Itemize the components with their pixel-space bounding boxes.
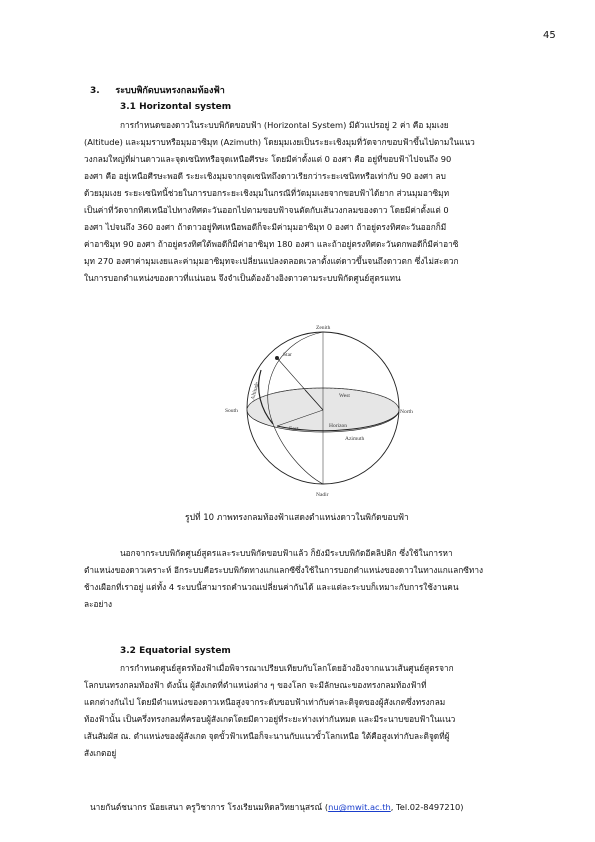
- celestial-sphere-diagram: [221, 320, 426, 500]
- paragraph-line: ค่าอาซิมุท 90 องศา ถ้าอยู่ตรงทิศใต้พอดีก็มีค่าอาซิมุท 180 องศา และถ้าอยู่ตรงทิศตะวันตกพอดีก็มีค่าอาซิ: [84, 239, 459, 249]
- footer-phone: , Tel.02-8497210): [390, 802, 464, 812]
- figure-caption: รูปที่ 10 ภาพทรงกลมท้องฟ้าแสดงตำแหน่งดาวในพิกัดขอบฟ้า: [185, 513, 409, 523]
- paragraph-line: ด้วยมุมเงย ระยะเซนิทนี้ช่วยในการบอกระยะเชิงมุมในกรณีที่วัดมุมเงยจากขอบฟ้าได้ยาก ส่วนมุมอาซิมุท: [84, 188, 450, 198]
- paragraph-line: ช้างเผือกที่เราอยู่ แต่ทั้ง 4 ระบบนี้สามารถคำนวณเปลี่ยนค่ากันได้ และแต่ละระบบก็เหมาะกับการใช้งานคน: [84, 582, 459, 592]
- paragraph-line: นอกจากระบบพิกัดศูนย์สูตรและระบบพิกัดขอบฟ้าแล้ว ก็ยังมีระบบพิกัดอีคลิปติก ซึ่งใช้ในการหา: [120, 548, 453, 558]
- star-label: Star: [283, 352, 292, 358]
- paragraph-line: การกำหนดศูนย์สูตรท้องฟ้าเมื่อพิจารณาเปรียบเทียบกับโลกโดยอ้างอิงจากแนวเส้นศูนย์สูตรจาก: [120, 663, 454, 673]
- equatorial-system-paragraph: [84, 660, 540, 762]
- subsection-2-heading: 3.2 Equatorial system: [120, 646, 231, 656]
- paragraph-line: เป็นค่าที่วัดจากทิศเหนือไปทางทิศตะวันออกไปตามขอบฟ้าจนตัดกับเส้นวงกลมของดาว โดยมีค่าตั้งแต่ 0: [84, 205, 449, 215]
- paragraph-line: ตำแหน่งของดาวเคราะห์ อีกระบบคือระบบพิกัดทางแกแลกซีซึ่งใช้ในการบอกตำแหน่งของดาวในทางแกแลกซีทาง: [84, 565, 484, 575]
- paragraph-line: โลกบนทรงกลมท้องฟ้า ดังนั้น ผู้สังเกตที่ตำแหน่งต่าง ๆ ของโลก จะมีลักษณะของทรงกลมท้องฟ้าที่: [84, 680, 427, 690]
- paragraph-line: สังเกตอยู่: [84, 748, 117, 758]
- paragraph-line: มุท 270 องศาค่ามุมเงยและค่ามุมอาซิมุทจะเปลี่ยนแปลงตลอดเวลาตั้งแต่ดาวขึ้นจนถึงดาวตก ซึ่งไม่สะดวก: [84, 256, 459, 266]
- west-label: West: [339, 393, 350, 399]
- paragraph-line: เส้นสัมผัส ณ. ตำแหน่งของผู้สังเกต จุดขั้วฟ้าเหนือก็จะนานกับแนวขั้วโลกเหนือ ใต้คือสูงเท่ากับละติจูดที่ผู้: [84, 731, 450, 741]
- paragraph-line: องศา ไปจนถึง 360 องศา ถ้าดาวอยู่ทิศเหนือพอดีก็จะมีค่ามุมอาซิมุท 0 องศา ถ้าอยู่ตรงทิศตะวันออกก็มี: [84, 222, 447, 232]
- subsection-1-heading: 3.1 Horizontal system: [120, 102, 232, 112]
- section-number: 3.: [90, 86, 100, 96]
- paragraph-line: แตกต่างกันไป โดยมีตำแหน่งของดาวเหนือสูงจากระดับขอบฟ้าเท่ากับค่าละติจูดของผู้สังเกตซึ่งทรงกลม: [84, 697, 446, 707]
- star-point: [275, 356, 279, 360]
- south-label: South: [225, 408, 238, 414]
- paragraph-line: ท้องฟ้านั้น เป็นครึ่งทรงกลมที่ครอบผู้สังเกตโดยมีดาวอยู่ที่ระยะห่างเท่ากันหมด และมีระนาบขอบฟ้าในแนว: [84, 714, 456, 724]
- paragraph-line: องศา คือ อยู่เหนือศีรษะพอดี ระยะเชิงมุมจากจุดเซนิทถึงดาวเรียกว่าระยะเซนิทหรือเท่ากับ 90 องศา ลบ: [84, 171, 446, 181]
- footer-email-link[interactable]: nu@mwit.ac.th: [328, 802, 391, 812]
- paragraph-line: วงกลมใหญ่ที่ผ่านดาวและจุดเซนิทหรือจุดเหนือศีรษะ โดยมีค่าตั้งแต่ 0 องศา คือ อยู่ที่ขอบฟ้าไปจนถึง 90: [84, 154, 452, 164]
- horizontal-system-paragraph: [84, 117, 540, 287]
- paragraph-line: การกำหนดของดาวในระบบพิกัดขอบฟ้า (Horizontal System) มีตัวแปรอยู่ 2 ค่า คือ มุมเงย: [120, 120, 449, 130]
- nadir-label: Nadir: [316, 492, 329, 498]
- paragraph-line: ในการบอกตำแหน่งของดาวที่แน่นอน จึงจำเป็นต้องอ้างอิงดาวตามระบบพิกัดศูนย์สูตรแทน: [84, 273, 401, 283]
- other-systems-paragraph: [84, 545, 540, 613]
- footer-author: นายกันต์ชนากร น้อยเสนา ครูวิชาการ โรงเรียนมหิดลวิทยานุสรณ์ (: [90, 802, 329, 812]
- page-number: 45: [543, 30, 556, 41]
- section-title: ระบบพิกัดบนทรงกลมท้องฟ้า: [115, 86, 225, 96]
- horizon-label: Horizon: [329, 423, 348, 429]
- page-footer: [90, 800, 464, 814]
- north-label: North: [400, 409, 413, 415]
- altitude-label: Altitude: [250, 381, 261, 401]
- east-label: East: [289, 426, 299, 432]
- paragraph-line: ละอย่าง: [84, 599, 113, 609]
- azimuth-label: Azimuth: [345, 436, 365, 442]
- paragraph-line: (Altitude) และมุมราบหรือมุมอาซิมุท (Azimuth) โดยมุมเงยเป็นระยะเชิงมุมที่วัดจากขอบฟ้าขึ้นไปตามในแนว: [84, 137, 475, 147]
- section-heading: [90, 83, 225, 97]
- celestial-sphere-figure: [221, 320, 426, 500]
- zenith-label: Zenith: [316, 325, 331, 331]
